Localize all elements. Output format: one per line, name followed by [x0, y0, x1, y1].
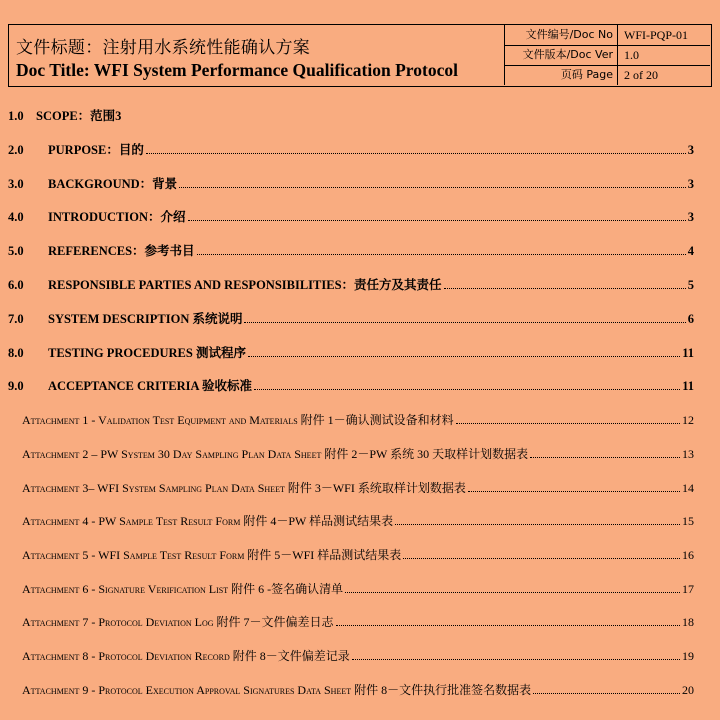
- toc-entry[interactable]: [8, 311, 694, 327]
- toc-entry[interactable]: [8, 243, 694, 259]
- attachment-page: 18: [682, 615, 694, 629]
- toc-title[interactable]: INTRODUCTION：介绍: [48, 210, 186, 224]
- toc-number: 1.0: [8, 109, 24, 123]
- dot-leader: [179, 187, 686, 188]
- toc-number: 9.0: [8, 379, 24, 393]
- doc-ver-row: [504, 45, 710, 66]
- doc-ver-value: 1.0: [624, 48, 639, 62]
- dot-leader: [403, 558, 680, 559]
- toc-number: 7.0: [8, 312, 24, 326]
- attachment-title[interactable]: Attachment 2 – PW System 30 Day Sampling Plan Data Sheet 附件 2－PW 系统 30 天取样计划数据表: [22, 447, 529, 461]
- dot-leader: [254, 389, 680, 390]
- dot-leader: [244, 322, 685, 323]
- doc-no-value: WFI-PQP-01: [624, 28, 689, 42]
- toc-title[interactable]: ACCEPTANCE CRITERIA 验收标准: [48, 379, 252, 393]
- attachment-page: 19: [682, 649, 694, 663]
- attachment-entry[interactable]: [8, 614, 694, 630]
- attachment-title[interactable]: Attachment 1 - Validation Test Equipment and Materials 附件 1－确认测试设备和材料: [22, 413, 454, 427]
- doc-no-row: [504, 25, 710, 46]
- dot-leader: [530, 457, 680, 458]
- attachment-title[interactable]: Attachment 7 - Protocol Deviation Log 附件 7－文件偏差日志: [22, 615, 334, 629]
- attachment-page: 20: [682, 683, 694, 697]
- dot-leader: [146, 153, 686, 154]
- dot-leader: [197, 254, 686, 255]
- page-value: 2 of 20: [624, 68, 658, 82]
- toc-title[interactable]: REFERENCES：参考书目: [48, 244, 195, 258]
- attachment-entry[interactable]: [8, 547, 694, 563]
- doc-no-label: 文件编号/Doc No: [504, 25, 618, 45]
- attachment-page: 17: [682, 582, 694, 596]
- toc-title[interactable]: BACKGROUND：背景: [48, 177, 178, 191]
- attachment-entry[interactable]: [8, 412, 694, 428]
- attachment-page: 13: [682, 447, 694, 461]
- toc-page: 11: [682, 379, 694, 393]
- toc-number: 3.0: [8, 177, 24, 191]
- toc-entry[interactable]: [8, 378, 694, 394]
- toc-entry[interactable]: [8, 176, 694, 192]
- attachment-page: 16: [682, 548, 694, 562]
- page-row: [504, 65, 710, 85]
- toc-title[interactable]: RESPONSIBLE PARTIES AND RESPONSIBILITIES：责任方及其责任: [48, 278, 442, 292]
- toc-page: 3: [687, 210, 694, 224]
- toc-page: 11: [682, 346, 694, 360]
- dot-leader: [533, 693, 680, 694]
- toc-page: 5: [687, 278, 694, 292]
- attachment-page: 15: [682, 514, 694, 528]
- attachment-entry[interactable]: [8, 446, 694, 462]
- attachment-page: 12: [682, 413, 694, 427]
- attachment-entry[interactable]: [8, 480, 694, 496]
- toc-number: 8.0: [8, 346, 24, 360]
- doc-ver-label: 文件版本/Doc Ver: [504, 45, 618, 65]
- attachment-entry[interactable]: [8, 581, 694, 597]
- title-cell: [9, 25, 505, 85]
- document-header: [8, 24, 712, 87]
- toc-page: 3: [687, 143, 694, 157]
- toc-number: 4.0: [8, 210, 24, 224]
- page-label: 页码 Page: [504, 65, 618, 85]
- toc-page: 6: [687, 312, 694, 326]
- toc-title[interactable]: PURPOSE：目的: [48, 143, 144, 157]
- attachment-title[interactable]: Attachment 3– WFI System Sampling Plan Data Sheet 附件 3－WFI 系统取样计划数据表: [22, 481, 466, 495]
- toc-title[interactable]: SCOPE：范围3: [36, 109, 122, 123]
- attachment-title[interactable]: Attachment 9 - Protocol Execution Approval Signatures Data Sheet 附件 8－文件执行批准签名数据表: [22, 683, 532, 697]
- attachment-title[interactable]: Attachment 5 - WFI Sample Test Result Form 附件 5－WFI 样品测试结果表: [22, 548, 402, 562]
- toc-entry[interactable]: [8, 108, 694, 124]
- dot-leader: [444, 288, 686, 289]
- toc-number: 2.0: [8, 143, 24, 157]
- attachment-title[interactable]: Attachment 4 - PW Sample Test Result Form 附件 4－PW 样品测试结果表: [22, 514, 394, 528]
- toc-title[interactable]: SYSTEM DESCRIPTION 系统说明: [48, 312, 243, 326]
- dot-leader: [395, 524, 680, 525]
- toc-entry[interactable]: [8, 142, 694, 158]
- toc-entry[interactable]: [8, 345, 694, 361]
- toc-number: 5.0: [8, 244, 24, 258]
- toc-page: 3: [687, 177, 694, 191]
- toc-entry[interactable]: [8, 277, 694, 293]
- title-chinese: 文件标题：注射用水系统性能确认方案: [16, 38, 311, 58]
- attachment-entry[interactable]: [8, 648, 694, 664]
- toc-title[interactable]: TESTING PROCEDURES 测试程序: [48, 346, 246, 360]
- attachment-title[interactable]: Attachment 8 - Protocol Deviation Record 附件 8－文件偏差记录: [22, 649, 350, 663]
- attachment-entry[interactable]: [8, 682, 694, 698]
- toc-entry[interactable]: [8, 209, 694, 225]
- dot-leader: [188, 220, 686, 221]
- attachment-entry[interactable]: [8, 513, 694, 529]
- attachment-page: 14: [682, 481, 694, 495]
- dot-leader: [456, 423, 680, 424]
- toc-number: 6.0: [8, 278, 24, 292]
- dot-leader: [336, 625, 680, 626]
- dot-leader: [248, 356, 680, 357]
- toc-page: 4: [687, 244, 694, 258]
- attachment-title[interactable]: Attachment 6 - Signature Verification List 附件 6 -签名确认清单: [22, 582, 344, 596]
- title-english: Doc Title: WFI System Performance Qualification Protocol: [16, 60, 458, 80]
- dot-leader: [352, 659, 680, 660]
- dot-leader: [345, 592, 680, 593]
- dot-leader: [468, 491, 680, 492]
